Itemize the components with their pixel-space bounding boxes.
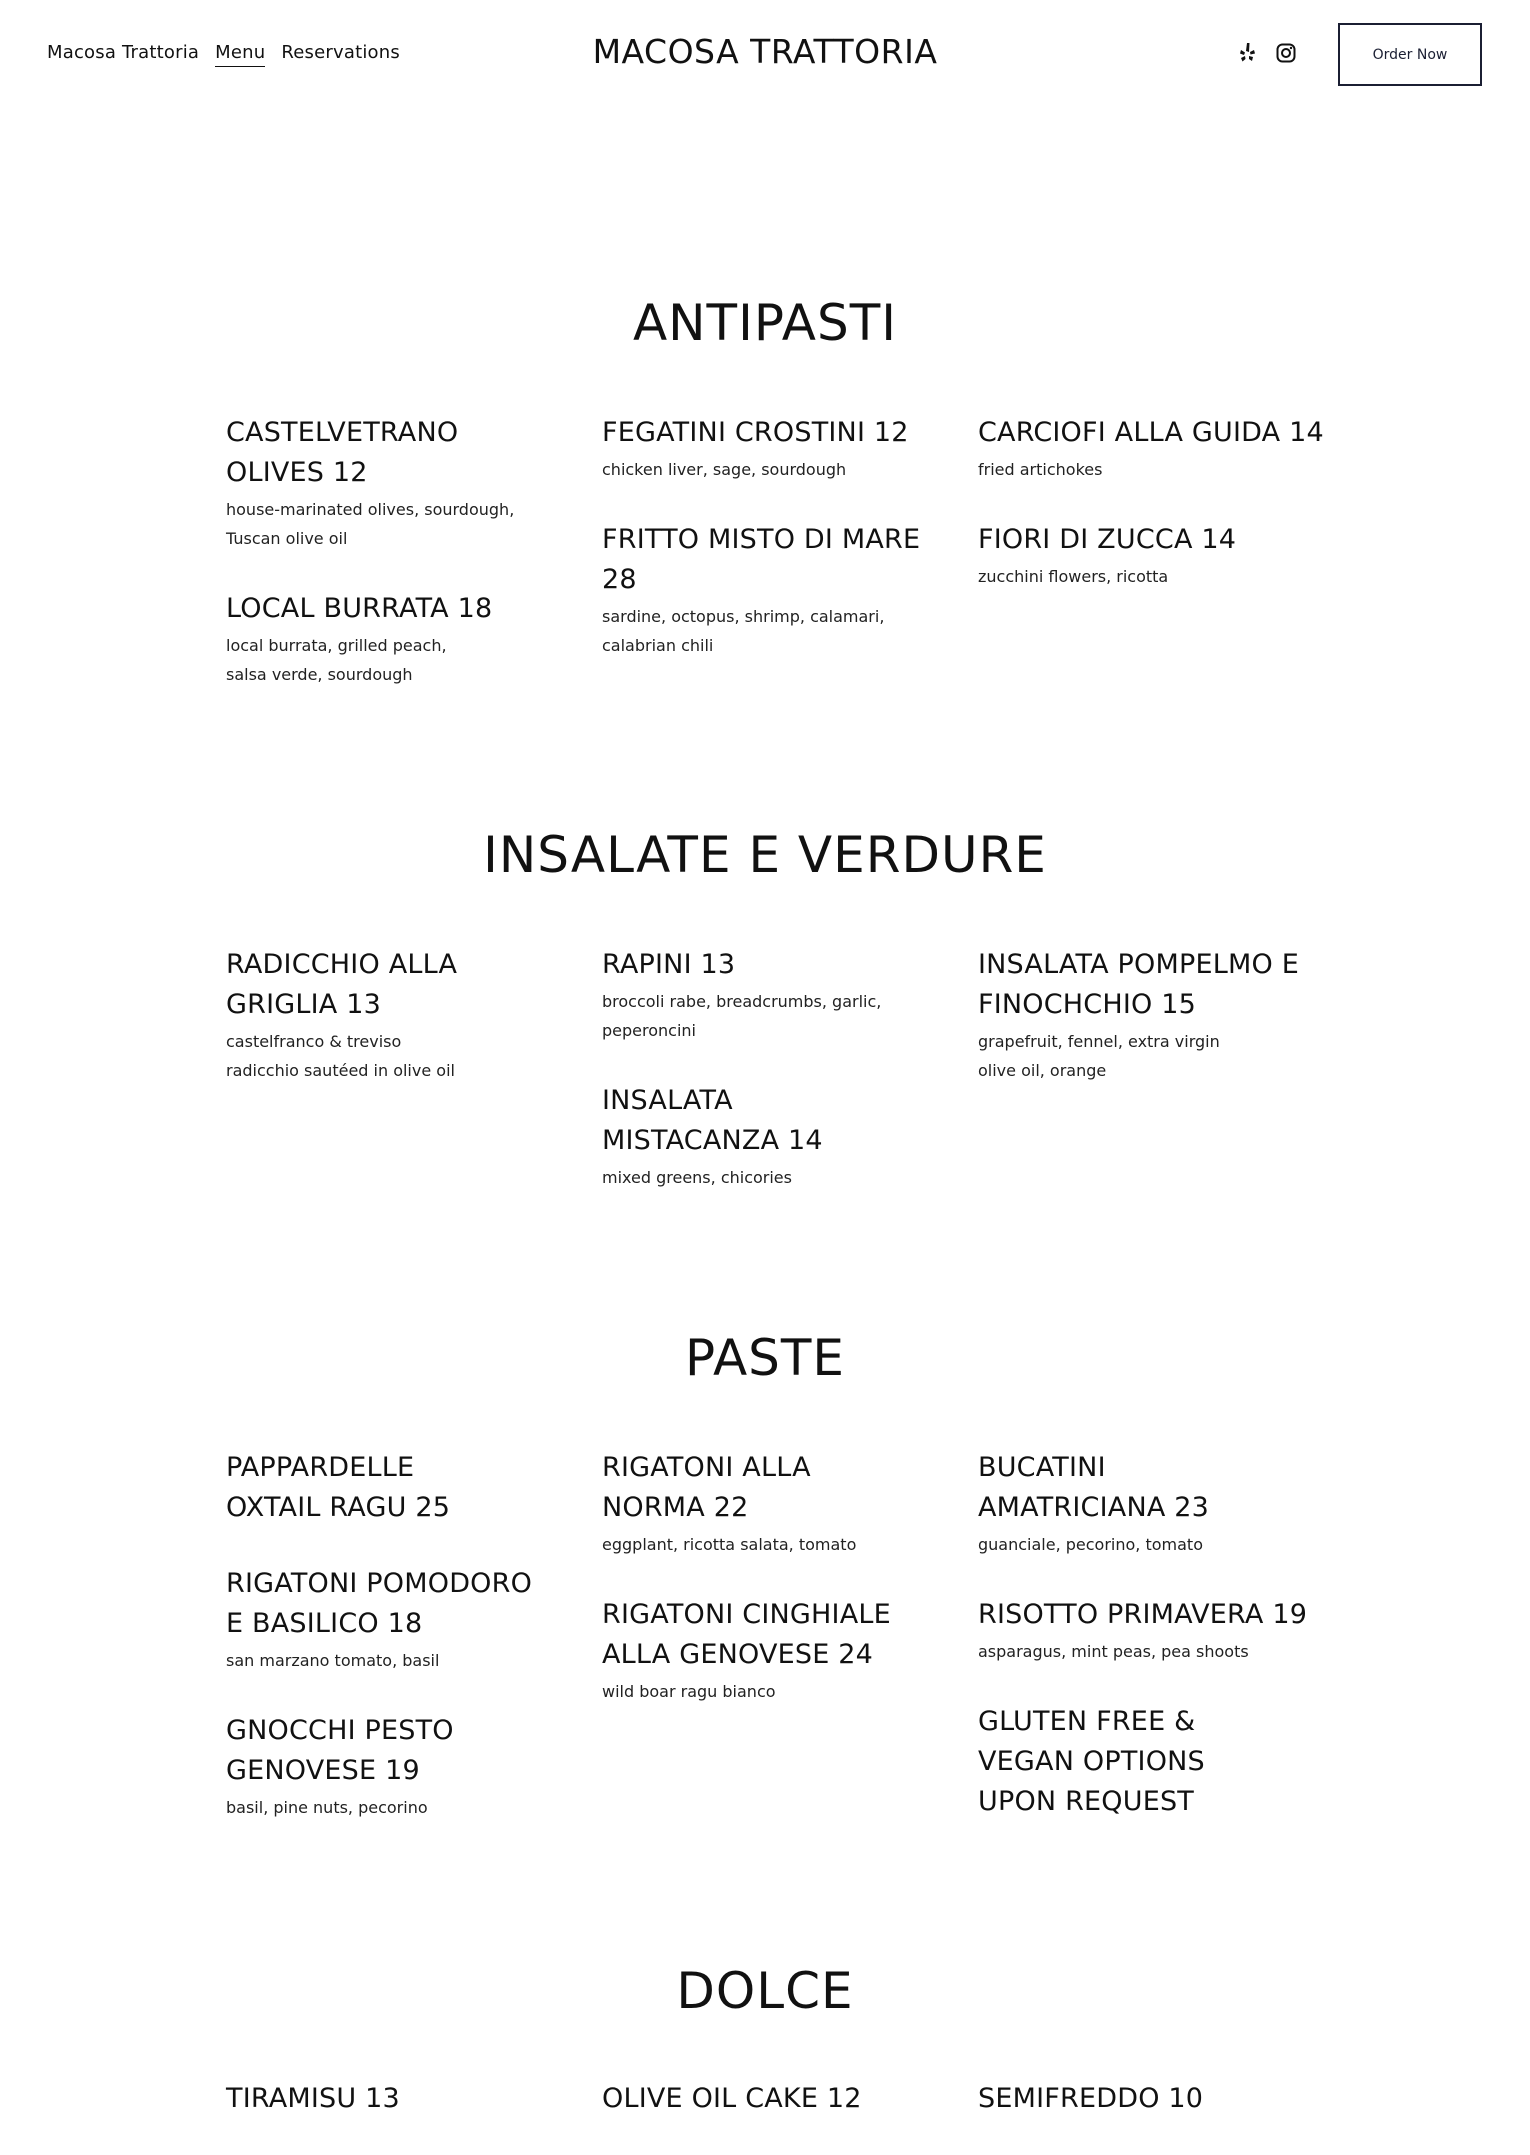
menu-item-description: sardine, octopus, shrimp, calamari, calabrian chili: [602, 607, 885, 655]
menu-item: [978, 2079, 1298, 2119]
menu-item: [226, 1711, 546, 1822]
menu-item-description: san marzano tomato, basil: [226, 1651, 440, 1670]
menu-item-name: CARCIOFI ALLA GUIDA 14: [978, 417, 1324, 448]
menu-column: [602, 1448, 922, 1858]
order-now-button[interactable]: Order Now: [1338, 23, 1482, 86]
menu-item-description: castelfranco & treviso radicchio sautéed in olive oil: [226, 1032, 455, 1080]
section-dolce: [0, 1962, 1530, 2020]
yelp-icon[interactable]: [1236, 41, 1260, 65]
menu-item: [226, 413, 546, 553]
menu-item-description: eggplant, ricotta salata, tomato: [602, 1535, 857, 1554]
menu-item-name: FEGATINI CROSTINI 12: [602, 417, 909, 448]
section-title: DOLCE: [676, 1962, 854, 2020]
menu-item: [978, 1448, 1298, 1559]
menu-item-name: LOCAL BURRATA 18: [226, 593, 493, 624]
section-antipasti: [0, 294, 1530, 352]
menu-item-description: chicken liver, sage, sourdough: [602, 460, 847, 479]
section-title: PASTE: [684, 1329, 846, 1387]
gluten-free-note: GLUTEN FREE & VEGAN OPTIONS UPON REQUEST: [978, 1706, 1205, 1817]
section-title: INSALATE E VERDURE: [483, 826, 1047, 884]
menu-item-name: RADICCHIO ALLA GRIGLIA 13: [226, 949, 458, 1020]
antipasti-items: [226, 413, 1324, 725]
menu-item-description: grapefruit, fennel, extra virgin olive oil, orange: [978, 1032, 1220, 1080]
menu-item-name: OLIVE OIL CAKE 12: [602, 2083, 862, 2114]
menu-column: [978, 2079, 1298, 2155]
menu-column: [226, 945, 546, 1228]
menu-item-name: BUCATINI AMATRICIANA 23: [978, 1452, 1210, 1523]
menu-item-description: mixed greens, chicories: [602, 1168, 792, 1187]
menu-item: [602, 2079, 922, 2119]
nav-link-menu[interactable]: Menu: [215, 42, 265, 67]
menu-item-name: CASTELVETRANO OLIVES 12: [226, 417, 459, 488]
menu-column: [226, 2079, 546, 2155]
menu-item: [226, 1564, 546, 1675]
menu-column: [978, 945, 1298, 1228]
paste-items: [226, 1448, 1306, 1858]
menu-item-description: broccoli rabe, breadcrumbs, garlic, peperoncini: [602, 992, 882, 1040]
menu-item: [226, 589, 546, 689]
menu-item-description: basil, pine nuts, pecorino: [226, 1798, 428, 1817]
instagram-icon[interactable]: [1274, 41, 1298, 65]
nav-link-reservations[interactable]: Reservations: [281, 42, 400, 63]
menu-item-name: RIGATONI ALLA NORMA 22: [602, 1452, 811, 1523]
section-insalate: [0, 826, 1530, 884]
menu-item-name: GNOCCHI PESTO GENOVESE 19: [226, 1715, 454, 1786]
dolce-items: [226, 2079, 1306, 2155]
menu-item-description: local burrata, grilled peach, salsa verde, sourdough: [226, 636, 447, 684]
menu-item-name: FIORI DI ZUCCA 14: [978, 524, 1237, 555]
menu-column: [226, 1448, 546, 1858]
menu-item-description: asparagus, mint peas, pea shoots: [978, 1642, 1249, 1661]
menu-column: [602, 2079, 922, 2155]
menu-column: [602, 413, 922, 725]
menu-item: [978, 945, 1298, 1085]
section-paste: [0, 1329, 1530, 1387]
menu-item: [226, 1448, 546, 1528]
menu-column: [602, 945, 922, 1228]
menu-item: [978, 1595, 1308, 1666]
menu-item: [602, 1448, 922, 1559]
menu-item-name: INSALATA POMPELMO E FINOCHCHIO 15: [978, 949, 1299, 1020]
site-header: [0, 0, 1530, 110]
menu-item-name: RAPINI 13: [602, 949, 736, 980]
menu-item: [602, 1595, 922, 1706]
menu-item-description: wild boar ragu bianco: [602, 1682, 776, 1701]
menu-item: [226, 2079, 546, 2119]
menu-item-name: SEMIFREDDO 10: [978, 2083, 1204, 2114]
site-title: [0, 32, 1530, 71]
menu-column: [978, 413, 1324, 725]
menu-item: [978, 413, 1324, 484]
menu-item-description: fried artichokes: [978, 460, 1103, 479]
menu-item: [978, 1702, 1298, 1822]
menu-item-name: FRITTO MISTO DI MARE 28: [602, 524, 921, 595]
insalate-items: [226, 945, 1306, 1228]
menu-item: [226, 945, 546, 1085]
menu-item: [602, 945, 922, 1045]
menu-item-name: PAPPARDELLE OXTAIL RAGU 25: [226, 1452, 451, 1523]
brand-link[interactable]: MACOSA TRATTORIA: [592, 32, 938, 71]
menu-item-name: RIGATONI CINGHIALE ALLA GENOVESE 24: [602, 1599, 891, 1670]
menu-item: [602, 413, 922, 484]
menu-item-name: RIGATONI POMODORO E BASILICO 18: [226, 1568, 533, 1639]
section-title: ANTIPASTI: [632, 294, 898, 352]
menu-item-name: INSALATA MISTACANZA 14: [602, 1085, 823, 1156]
menu-item-description: zucchini flowers, ricotta: [978, 567, 1169, 586]
social-links: [1236, 41, 1298, 65]
nav-link-home[interactable]: Macosa Trattoria: [47, 42, 200, 63]
menu-item: [978, 520, 1298, 591]
menu-column: [978, 1448, 1308, 1858]
menu-item: [602, 1081, 922, 1192]
menu-item-description: house-marinated olives, sourdough, Tuscan olive oil: [226, 500, 515, 548]
menu-column: [226, 413, 546, 725]
menu-item-name: TIRAMISU 13: [226, 2083, 400, 2114]
menu-item-description: guanciale, pecorino, tomato: [978, 1535, 1203, 1554]
menu-item-name: RISOTTO PRIMAVERA 19: [978, 1599, 1308, 1630]
menu-item: [602, 520, 922, 660]
